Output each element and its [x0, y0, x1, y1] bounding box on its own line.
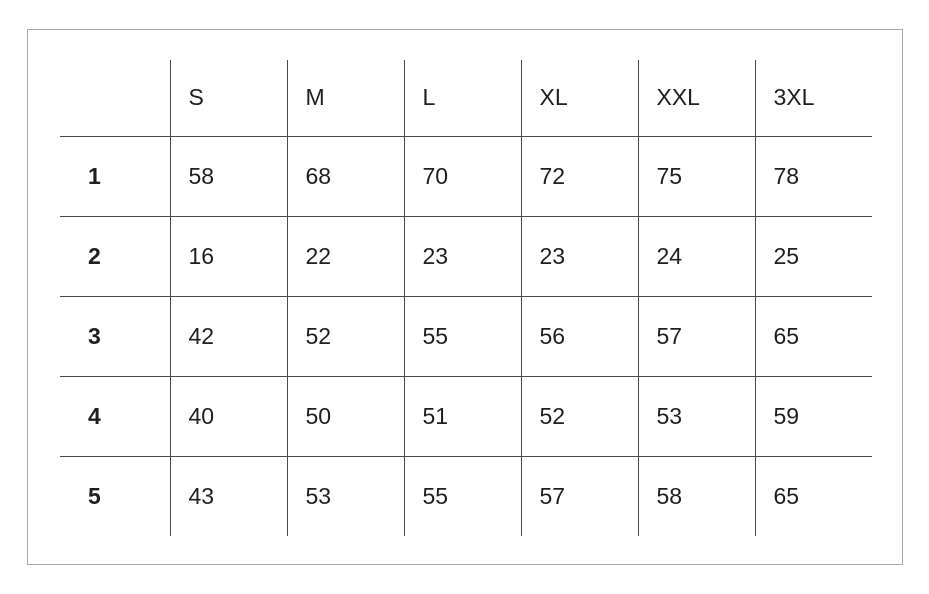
row-label-4: 4 [60, 376, 170, 456]
column-header-xl: XL [521, 60, 638, 136]
cell-r2-m: 22 [287, 216, 404, 296]
table-header-row [60, 60, 872, 136]
cell-r2-s: 16 [170, 216, 287, 296]
cell-r3-m: 52 [287, 296, 404, 376]
table-row [60, 376, 872, 456]
cell-r1-xxl: 75 [638, 136, 755, 216]
table-row [60, 296, 872, 376]
cell-r5-m: 53 [287, 456, 404, 536]
cell-r5-3xl: 65 [755, 456, 872, 536]
cell-r5-xl: 57 [521, 456, 638, 536]
column-header-3xl: 3XL [755, 60, 872, 136]
cell-r3-s: 42 [170, 296, 287, 376]
row-label-2: 2 [60, 216, 170, 296]
cell-r5-xxl: 58 [638, 456, 755, 536]
cell-r3-3xl: 65 [755, 296, 872, 376]
table-row [60, 216, 872, 296]
cell-r2-xl: 23 [521, 216, 638, 296]
cell-r2-l: 23 [404, 216, 521, 296]
cell-r4-l: 51 [404, 376, 521, 456]
table-body [60, 136, 872, 536]
cell-r3-xxl: 57 [638, 296, 755, 376]
row-label-5: 5 [88, 482, 101, 509]
size-chart-table [60, 60, 872, 536]
cell-r5-l: 55 [404, 456, 521, 536]
table-header [60, 60, 872, 136]
column-header-xxl: XXL [638, 60, 755, 136]
row-label-1: 1 [60, 136, 170, 216]
table-corner-cell [60, 60, 170, 136]
cell-r3-l: 55 [404, 296, 521, 376]
cell-r4-3xl: 59 [755, 376, 872, 456]
table-row [60, 456, 872, 536]
cell-r1-3xl: 78 [755, 136, 872, 216]
table-frame [27, 29, 903, 565]
cell-r4-s: 40 [170, 376, 287, 456]
cell-r4-xxl: 53 [638, 376, 755, 456]
cell-r4-xl: 52 [521, 376, 638, 456]
cell-r2-xxl: 24 [638, 216, 755, 296]
column-header-m: M [287, 60, 404, 136]
cell-r5-s: 43 [170, 456, 287, 536]
table-row [60, 136, 872, 216]
cell-r2-3xl: 25 [755, 216, 872, 296]
column-header-l: L [404, 60, 521, 136]
column-header-s: S [170, 60, 287, 136]
cell-r1-m: 68 [287, 136, 404, 216]
cell-r1-xl: 72 [521, 136, 638, 216]
cell-r4-m: 50 [287, 376, 404, 456]
cell-r3-xl: 56 [521, 296, 638, 376]
row-label-3: 3 [60, 296, 170, 376]
cell-r1-s: 58 [170, 136, 287, 216]
cell-r1-l: 70 [404, 136, 521, 216]
